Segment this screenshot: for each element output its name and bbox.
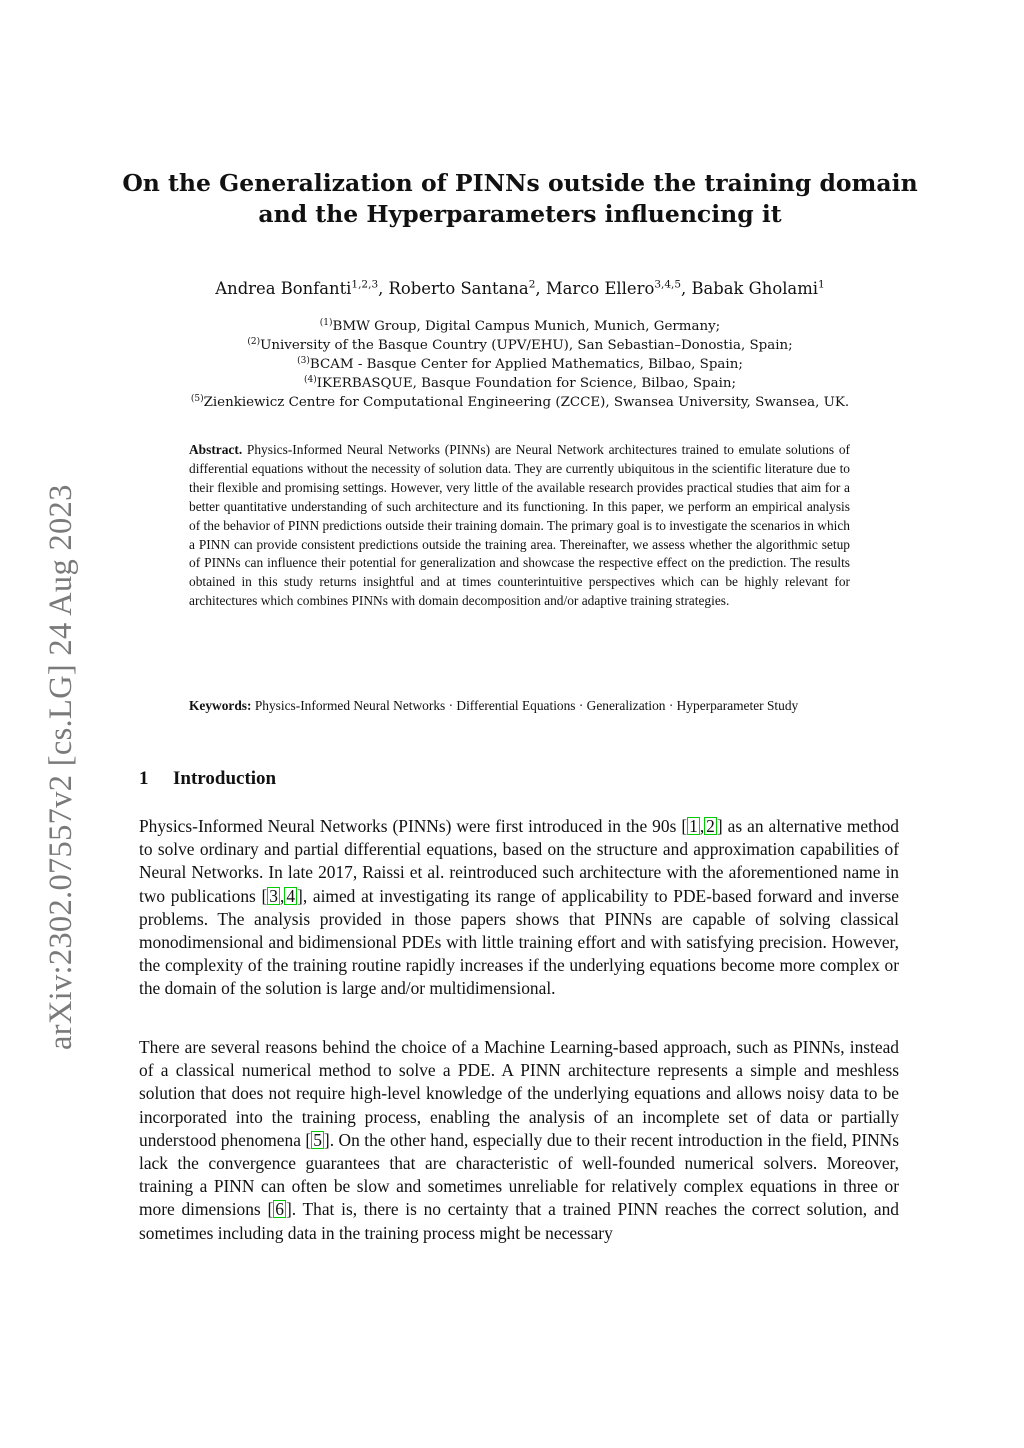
citation-link[interactable]: 6 bbox=[275, 1199, 284, 1220]
abstract-text: Physics-Informed Neural Networks (PINNs) are Neural Network architectures trained to emulate solutions of differential equations without the necessity of solution data. They are currently ubiquitous in the scientific literature due to their flexible and promising settings. However, very little of the available research provides practical studies that aim for a better quantitative understanding of such architecture and its functioning. In this paper, we perform an empirical analysis of the behavior of PINN predictions outside their training domain. The primary goal is to investigate the scenarios in which a PINN can provide consistent predictions outside the training area. Thereinafter, we assess whether the algorithmic setup of PINNs can influence their potential for generalization and showcase the respective effect on the prediction. The results obtained in this study returns insightful and at times counterintuitive perspectives which can be highly relevant for architectures which combines PINNs with domain decomposition and/or adaptive training strategies. bbox=[189, 442, 850, 609]
section-heading bbox=[139, 768, 276, 790]
affiliation: $^{(1)}$BMW Group, Digital Campus Munich, Munich, Germany; bbox=[319, 318, 721, 334]
section-number: 1 bbox=[139, 768, 149, 789]
intro-paragraph-1: Physics-Informed Neural Networks (PINNs) were first introduced in the 90s [ 1 , 2 ] as an alternative method to solve ordinary and partial differential equations, based on the structure and approximation capabilities of Neural Networks. In late 2017, Raissi et al. reintroduced such architecture with the aforementioned name in two publications [ 3 , 4 ], aimed at investigating its range of applicability to PDE-based forward and inverse problems. The analysis provided in those papers shows that PINNs are capable of solving classical monodimensional and bidimensional PDEs with little training effort and with satisfying precision. However, the complexity of the training routine rapidly increases if the underlying equations become more complex or the domain of the solution is large and/or multidimensional. bbox=[139, 816, 899, 999]
abstract-label: Abstract. bbox=[189, 442, 243, 457]
abstract bbox=[189, 441, 850, 611]
affiliation: $^{(4)}$IKERBASQUE, Basque Foundation for Science, Bilbao, Spain; bbox=[303, 375, 737, 391]
paper-title bbox=[110, 168, 930, 230]
affiliation: $^{(3)}$BCAM - Basque Center for Applied Mathematics, Bilbao, Spain; bbox=[297, 356, 743, 372]
affiliation: $^{(2)}$University of the Basque Country (UPV/EHU), San Sebastian–Donostia, Spain; bbox=[247, 337, 793, 353]
citation-link[interactable]: 5 bbox=[313, 1129, 322, 1150]
intro-paragraph-2: There are several reasons behind the choice of a Machine Learning-based approach, such as PINNs, instead of a classical numerical method to solve a PDE. A PINN architecture represents a simple and meshless solution that does not require high-level knowledge of the underlying equations and allows noisy data to be incorporated into the training process, enabling the analysis of an incomplete set of data or partially understood phenomena [ 5 ]. On the other hand, especially due to their recent introduction in the field, PINNs lack the convergence guarantees that are characteristic of well-founded numerical solvers. Moreover, training a PINN can often be slow and sometimes unreliable for relatively complex equations in three or more dimensions [ 6 ]. That is, there is no certainty that a trained PINN reaches the correct solution, and sometimes including data in the training process might be necessary bbox=[139, 1037, 899, 1243]
author: Andrea Bonfanti$^{1,2,3}$ bbox=[215, 278, 379, 298]
title-line-2: and the Hyperparameters influencing it bbox=[258, 200, 782, 228]
author: Marco Ellero$^{3,4,5}$ bbox=[545, 278, 682, 298]
citation-link[interactable]: 3 bbox=[269, 885, 278, 906]
author: Babak Gholami$^1$ bbox=[691, 278, 825, 298]
keywords-text: Physics-Informed Neural Networks · Differential Equations · Generalization · Hyperparameter Study bbox=[254, 698, 799, 713]
keywords bbox=[189, 697, 850, 716]
arxiv-identifier: arXiv:2302.07557v2 [cs.LG] 24 Aug 2023 bbox=[43, 484, 79, 1050]
citation-link[interactable]: 1 bbox=[689, 816, 698, 836]
author: Roberto Santana$^2$ bbox=[388, 278, 536, 298]
citation-link[interactable]: 2 bbox=[706, 816, 715, 836]
title-line-1: On the Generalization of PINNs outside the training domain bbox=[122, 169, 918, 197]
author-list: Andrea Bonfanti$^{1,2,3}$, Roberto Santana$^2$, Marco Ellero$^{3,4,5}$, Babak Gholami$^1$ bbox=[215, 278, 825, 298]
keywords-label: Keywords: bbox=[189, 698, 252, 713]
affiliation-list bbox=[110, 317, 930, 412]
affiliation: $^{(5)}$Zienkiewicz Centre for Computational Engineering (ZCCE), Swansea University, Swansea, UK. bbox=[190, 394, 850, 410]
section-title: Introduction bbox=[173, 768, 277, 789]
citation-link[interactable]: 4 bbox=[286, 885, 296, 906]
